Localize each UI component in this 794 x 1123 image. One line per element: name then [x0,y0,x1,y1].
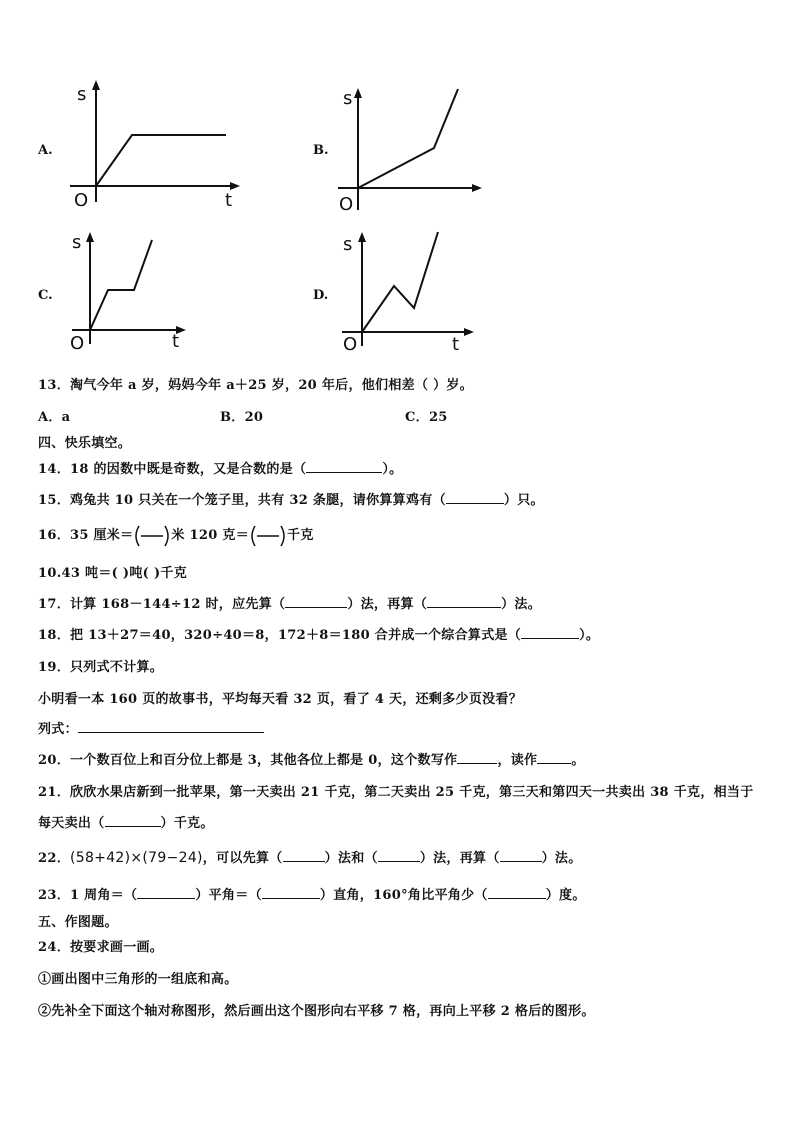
graph-b-label: B. [313,143,329,158]
formula-label: 列式： [38,722,78,737]
q20-text: 20．一个数百位上和百分位上都是 3，其他各位上都是 0，这个数写作 [38,753,458,768]
question-24-item-2: ②先补全下面这个轴对称图形，然后画出这个图形向右平移 7 格，再向上平移 2 格后的图形。 [38,1004,595,1019]
q22-answer-blank-1[interactable] [283,849,325,862]
graph-d-s-label: s [343,234,353,255]
q17-text-mid: ）法，再算（ [347,597,428,612]
question-24-title: 24．按要求画一画。 [38,940,164,955]
q20-answer-blank-2[interactable] [537,751,571,764]
graph-a-s-label: s [77,84,87,105]
question-15 [38,489,544,508]
graph-c-s-label: s [72,232,82,253]
section-5-heading: 五、作图题。 [38,915,118,930]
q17-answer-blank-2[interactable] [427,595,501,608]
q22-number: 22． [38,851,70,866]
q23-text-a: 23．1 周角＝（ [38,888,138,903]
question-20 [38,749,585,768]
graph-b-s-label: s [343,88,353,109]
q21-text: 每天卖出（ [38,816,105,831]
q23-text-c: ）直角，160°角比平角少（ [319,888,488,903]
question-21-line-1: 21．欣欣水果店新到一批苹果，第一天卖出 21 千克，第二天卖出 25 千克，第三天和第四天一共卖出 38 千克，相当于 [38,785,754,800]
q17-text-end: ）法。 [501,597,542,612]
q23-answer-blank-1[interactable] [137,886,195,899]
option-a[interactable]: A．a [38,410,71,425]
graph-d-origin-label: O [343,334,358,355]
graph-b-svg [334,82,504,222]
question-19-body: 小明看一本 160 页的故事书，平均每天看 32 页，看了 4 天，还剩多少页没看？ [38,692,523,707]
graph-d [338,228,488,350]
question-22 [38,847,582,866]
question-18 [38,624,599,643]
q23-text-d: ）度。 [545,888,586,903]
q16-text-c: 千克 [287,528,314,543]
q22-text-a: ，可以先算（ [202,851,283,866]
question-24-item-1: ①画出图中三角形的一组底和高。 [38,972,238,987]
q22-answer-blank-2[interactable] [378,849,420,862]
question-23 [38,884,586,903]
question-17 [38,593,541,612]
question-13: 13．淘气今年 a 岁，妈妈今年 a＋25 岁，20 年后，他们相差（ ）岁。 [38,378,473,393]
q14-text: 14．18 的因数中既是奇数，又是合数的是（ [38,462,307,477]
question-13-options [38,406,448,425]
option-b[interactable]: B．20 [220,410,264,425]
q14-text-end: ）。 [382,462,403,477]
graph-d-t-label: t [452,334,460,355]
q17-answer-blank-1[interactable] [285,595,347,608]
fraction-blank-2[interactable] [249,526,287,546]
question-19-formula [38,718,264,737]
q23-answer-blank-2[interactable] [262,886,320,899]
q14-answer-blank[interactable] [306,460,382,473]
q20-answer-blank-1[interactable] [457,751,497,764]
fraction-blank-1[interactable] [133,526,171,546]
q16-text-a: 16．35 厘米＝ [38,528,134,543]
q23-answer-blank-3[interactable] [488,886,546,899]
graph-a-label: A. [38,143,53,158]
graph-c-t-label: t [172,331,180,352]
q18-text: 18．把 13＋27＝40，320÷40＝8，172＋8＝180 合并成一个综合算式是（ [38,628,522,643]
q20-text-end: 。 [571,753,585,768]
q22-text-c: ）法，再算（ [419,851,500,866]
formula-answer-line[interactable] [78,720,264,733]
graph-b-origin-label: O [339,194,354,215]
question-16 [38,524,314,546]
question-14 [38,458,402,477]
question-21-line-2 [38,812,214,831]
q15-answer-blank[interactable] [446,491,504,504]
question-16-part-2: 10.43 吨＝( )吨( )千克 [38,566,187,581]
q20-text-mid: ，读作 [497,753,538,768]
q21-text-end: ）千克。 [160,816,214,831]
q22-text-d: ）法。 [541,851,582,866]
graph-a-t-label: t [225,190,233,211]
graph-b [334,82,504,222]
q15-text-end: ）只。 [503,493,544,508]
graph-c-origin-label: O [70,333,85,354]
section-4-heading: 四、快乐填空。 [38,436,132,451]
q16-text-b: 米 120 克＝ [171,528,250,543]
graph-c-label: C. [38,288,53,303]
graph-a-origin-label: O [74,190,89,211]
q17-text: 17．计算 168－144÷12 时，应先算（ [38,597,286,612]
q15-text: 15．鸡兔共 10 只关在一个笼子里，共有 32 条腿，请你算算鸡有（ [38,493,446,508]
graph-d-svg [338,228,488,350]
q18-answer-blank[interactable] [521,626,579,639]
option-c[interactable]: C．25 [405,410,448,425]
graph-d-label: D. [313,288,329,303]
q22-text-b: ）法和（ [324,851,378,866]
question-19-title: 19．只列式不计算。 [38,660,164,675]
q18-text-end: ）。 [579,628,600,643]
q22-answer-blank-3[interactable] [500,849,542,862]
q21-answer-blank[interactable] [105,814,161,827]
q22-formula: (58+42)×(79−24) [70,850,203,866]
q23-text-b: ）平角＝（ [195,888,262,903]
